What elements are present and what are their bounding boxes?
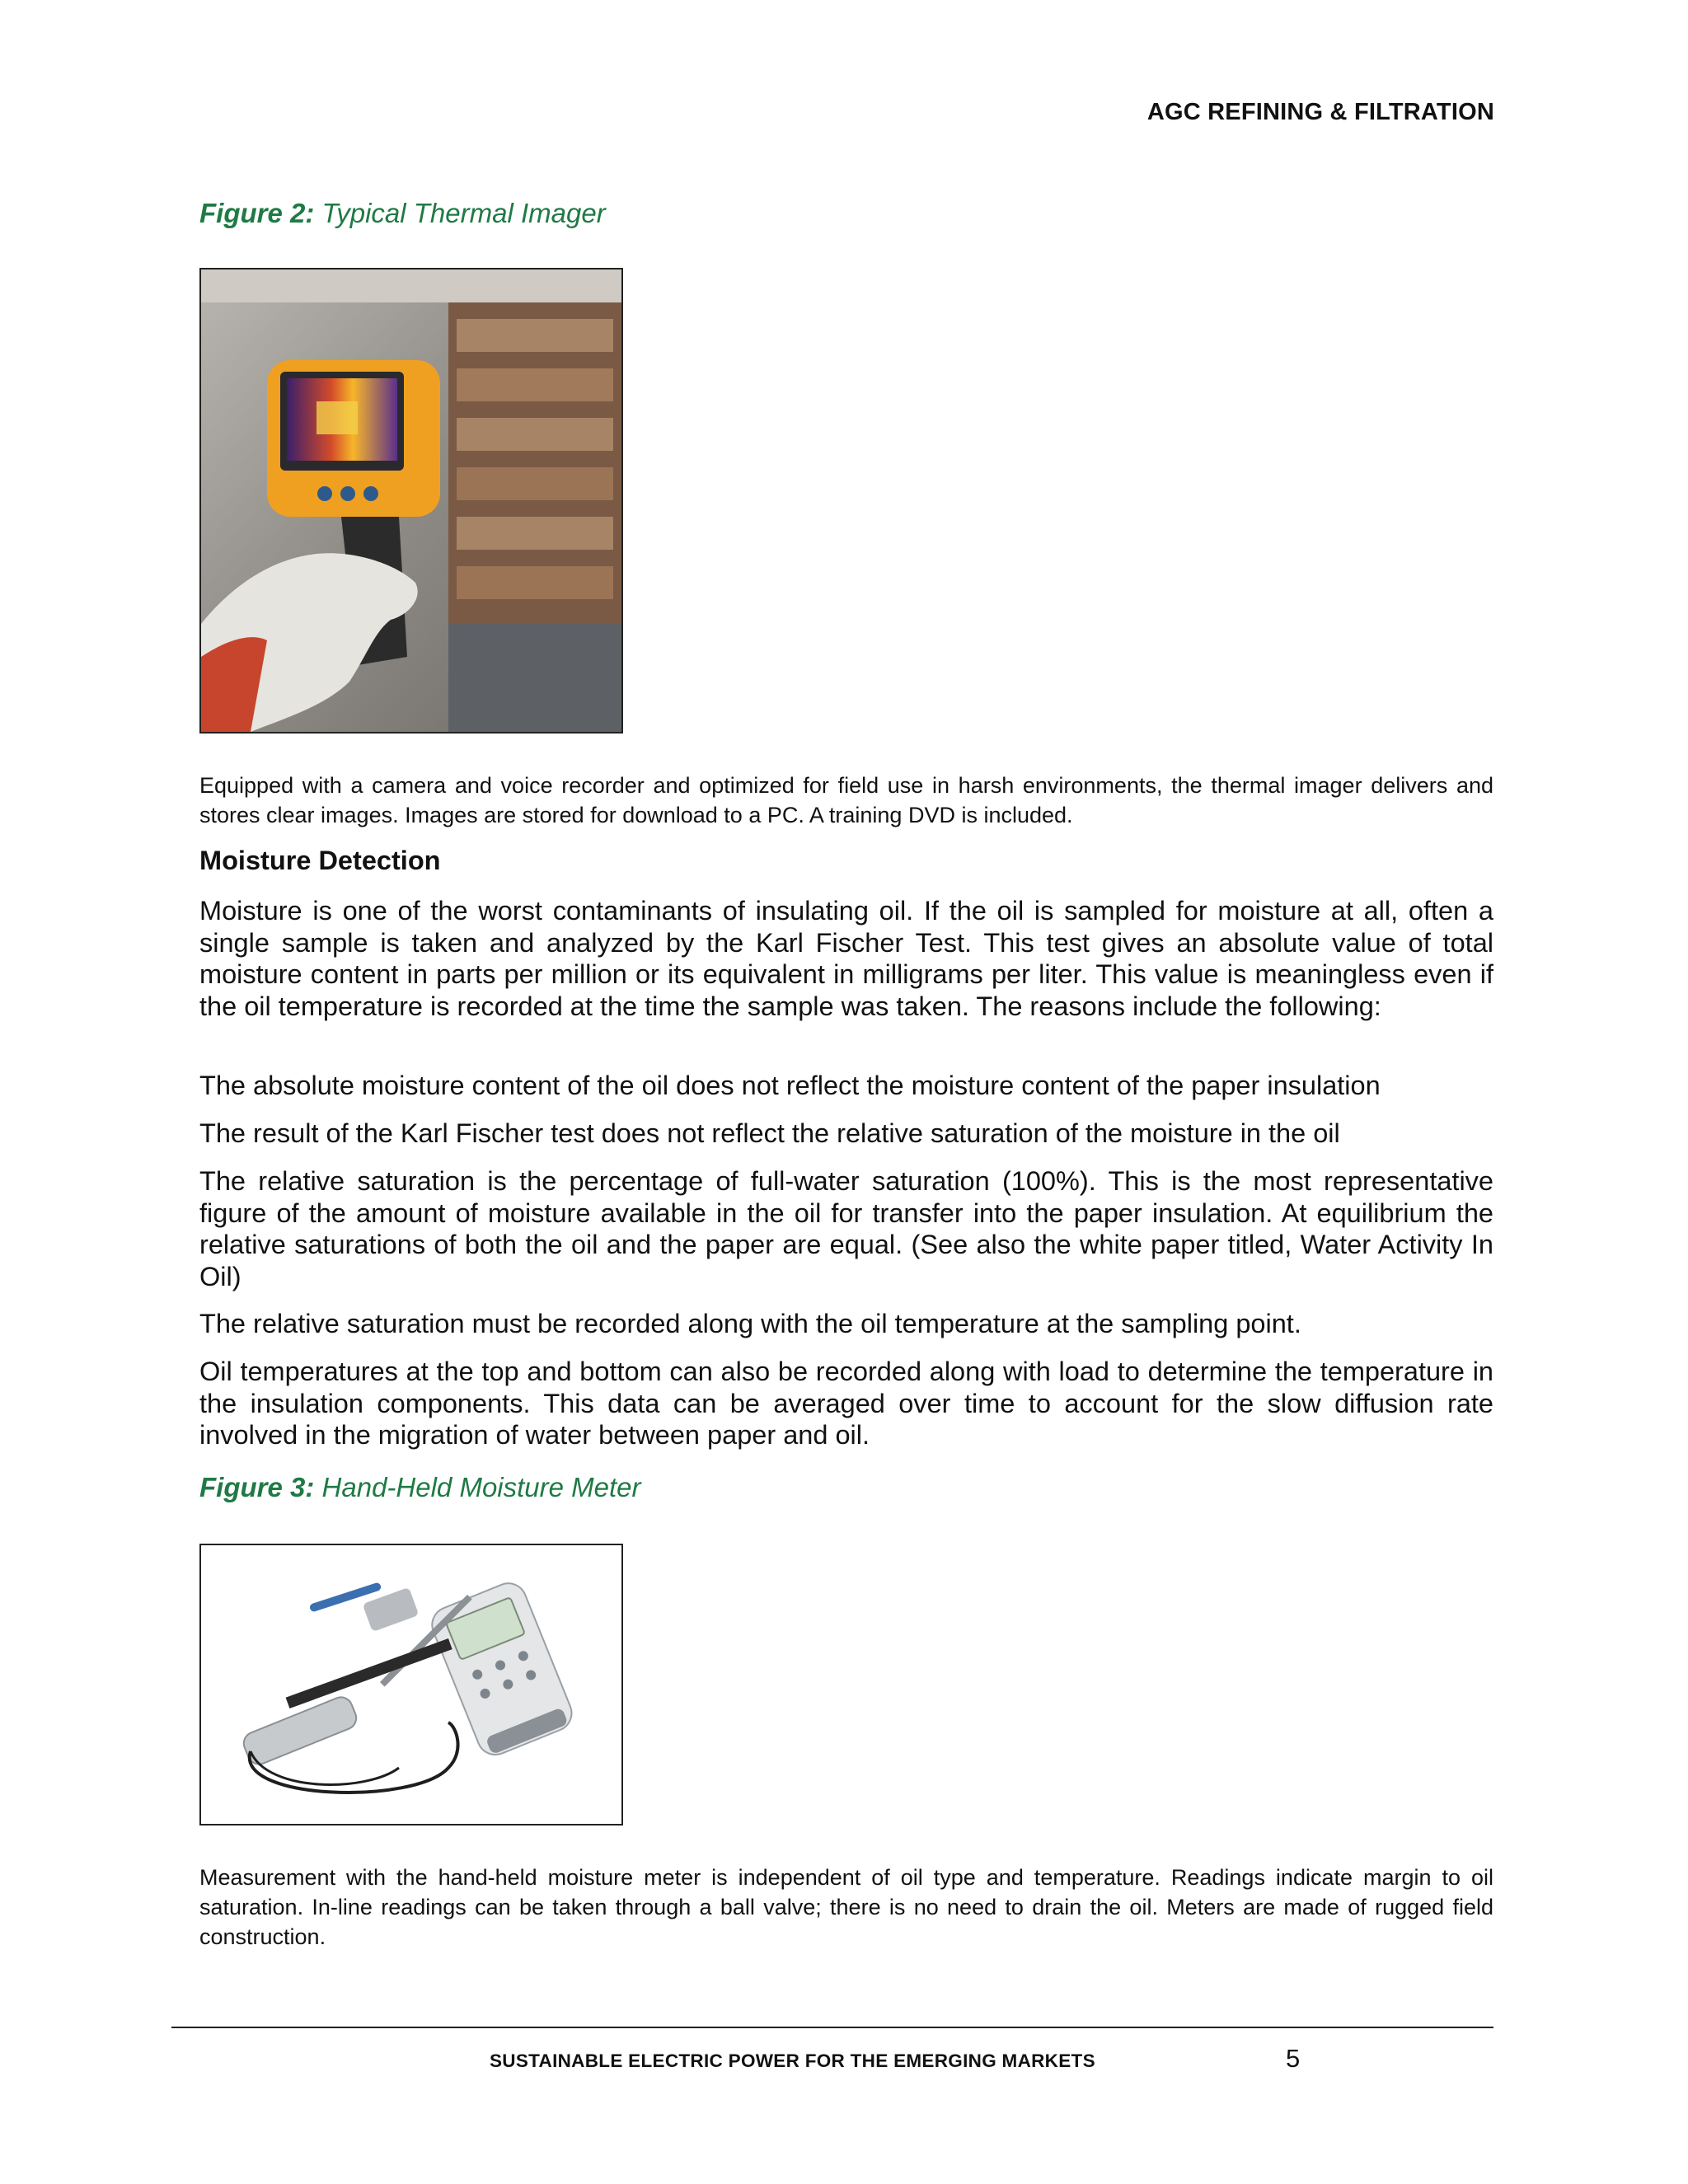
thermal-imager-photo [199, 268, 623, 733]
moisture-meter-photo [199, 1544, 623, 1825]
paragraph-5: The relative saturation must be recorded along with the oil temperature at the sampling point. [199, 1309, 1301, 1338]
page-header: AGC REFINING & FILTRATION [1146, 99, 1494, 125]
figure-2-title: Typical Thermal Imager [321, 198, 606, 228]
figure-3-description: Measurement with the hand-held moisture meter is independent of oil type and temperature. Readings indicate margin to oil saturation. In-line readings can be taken through a ball valve; there is no need to drain the oil. Meters are made of rugged field construction. [199, 1865, 1493, 1949]
paragraph-2: The absolute moisture content of the oil does not reflect the moisture content of the paper insulation [199, 1071, 1381, 1100]
figure-3-number: Figure 3: [199, 1472, 315, 1502]
figure-2-caption [199, 198, 606, 229]
footer-divider [171, 2027, 1493, 2028]
footer-text: SUSTAINABLE ELECTRIC POWER FOR THE EMERGING MARKETS [490, 2050, 1095, 2071]
paragraph-6: Oil temperatures at the top and bottom can also be recorded along with load to determine the temperature in the insulation components. This data can be averaged over time to account for the slow diffusion rate involved in the migration of water between paper and oil. [199, 1357, 1493, 1450]
figure-3-caption [199, 1472, 641, 1503]
figure-3-title: Hand-Held Moisture Meter [321, 1472, 641, 1502]
section-heading: Moisture Detection [199, 846, 441, 875]
paragraph-4: The relative saturation is the percentage of full-water saturation (100%). This is the most representative figure of the amount of moisture available in the oil for transfer into the paper insulation. At equilibrium the relative saturations of both the oil and the paper are equal. (See also the white paper titled, Water Activity In Oil) [199, 1166, 1493, 1291]
paragraph-1: Moisture is one of the worst contaminants of insulating oil. If the oil is sampled for moisture at all, often a single sample is taken and analyzed by the Karl Fischer Test. This test gives an absolute value of total moisture content in parts per million or its equivalent in milligrams per liter. This value is meaningless even if the oil temperature is recorded at the time the sample was taken. The reasons include the following: [199, 896, 1493, 1021]
figure-2-number: Figure 2: [199, 198, 315, 228]
page-number: 5 [1286, 2044, 1301, 2073]
figure-2-description: Equipped with a camera and voice recorder and optimized for field use in harsh environments, the thermal imager delivers and stores clear images. Images are stored for download to a PC. A training DVD is included. [199, 773, 1493, 827]
paragraph-3: The result of the Karl Fischer test does not reflect the relative saturation of the moisture in the oil [199, 1118, 1340, 1148]
